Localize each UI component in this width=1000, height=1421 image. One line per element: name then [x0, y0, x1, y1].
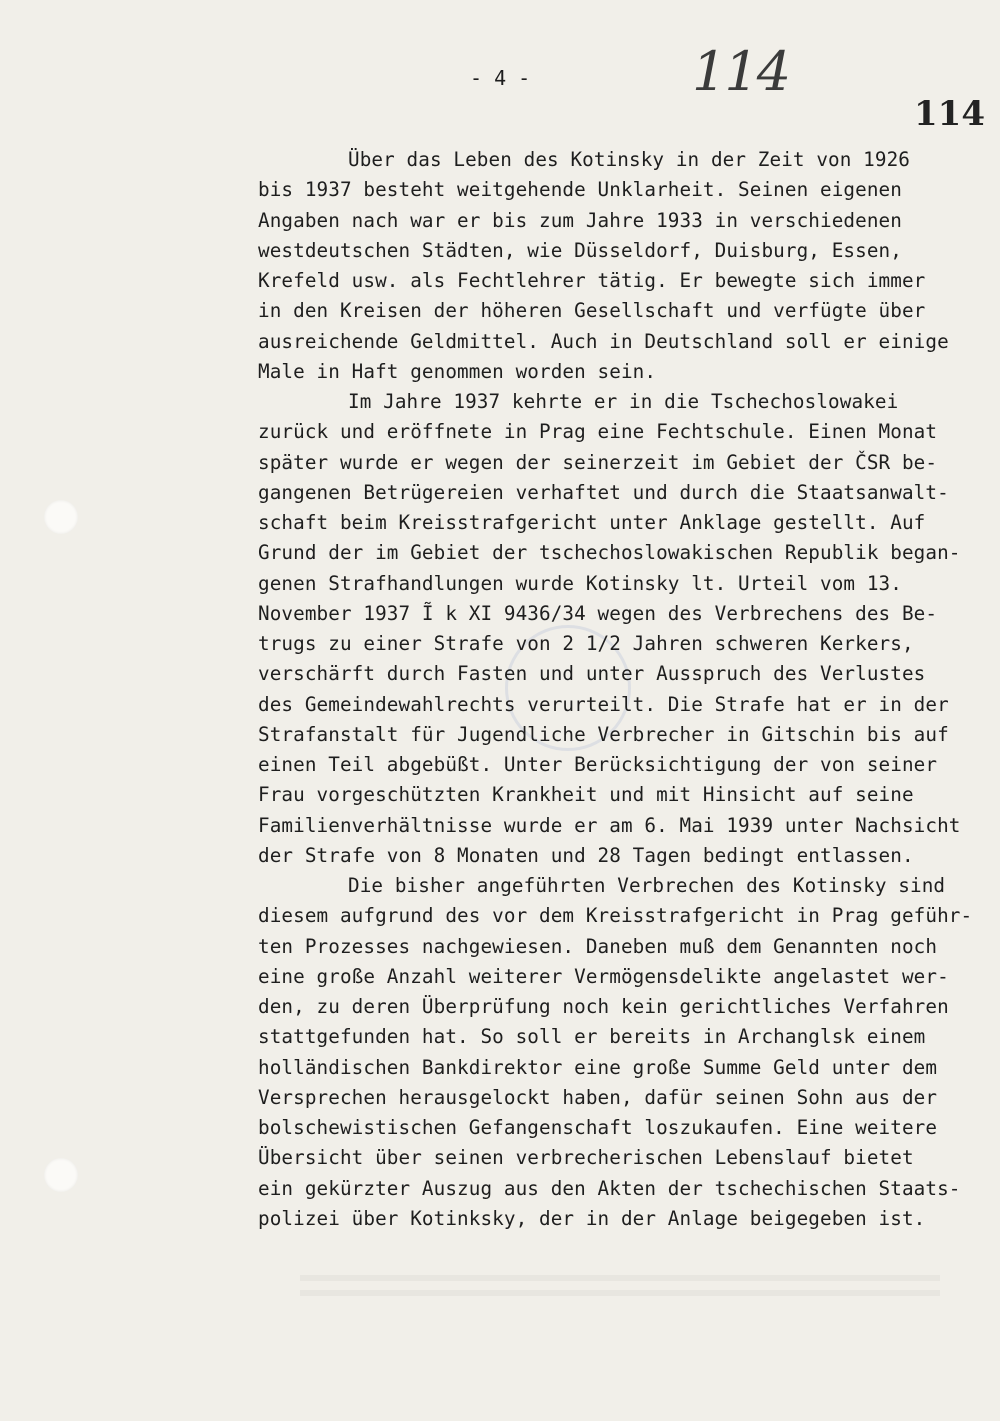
- handwritten-folio-number: 114: [692, 40, 790, 103]
- text-line: westdeutschen Städten, wie Düsseldorf, Duisburg, Essen,: [258, 238, 902, 262]
- body-text: [258, 145, 998, 1234]
- paragraph-2: [258, 387, 998, 871]
- text-line: Grund der im Gebiet der tschechoslowakischen Republik began-: [258, 541, 961, 565]
- text-line: gangenen Betrügereien verhaftet und durch die Staatsanwalt-: [258, 480, 949, 504]
- punch-hole: [44, 500, 78, 534]
- text-line: Frau vorgeschützten Krankheit und mit Hinsicht auf seine: [258, 783, 914, 807]
- text-line: später wurde er wegen der seinerzeit im Gebiet der ČSR be-: [258, 450, 938, 474]
- text-line: trugs zu einer Strafe von 2 1/2 Jahren schweren Kerkers,: [258, 632, 914, 655]
- text-line: Angaben nach war er bis zum Jahre 1933 in verschiedenen: [258, 208, 902, 232]
- text-line: polizei über Kotinksky, der in der Anlage beigegeben ist.: [258, 1206, 926, 1230]
- text-line: Über das Leben des Kotinsky in der Zeit von 1926: [348, 148, 910, 171]
- text-line: Versprechen herausgelockt haben, dafür seinen Sohn aus der: [258, 1085, 938, 1109]
- text-line: stattgefunden hat. So soll er bereits in Archanglsk einem: [258, 1025, 926, 1049]
- paragraph-3: [258, 871, 998, 1234]
- text-line: Male in Haft genommen worden sein.: [258, 359, 657, 383]
- text-line: zurück und eröffnete in Prag eine Fechtschule. Einen Monat: [258, 420, 938, 444]
- text-line: Übersicht über seinen verbrecherischen Lebenslauf bietet: [258, 1146, 914, 1170]
- page-number: - 4 -: [470, 66, 531, 90]
- show-through-text: [300, 1275, 940, 1281]
- text-line: des Gemeindewahlrechts verurteilt. Die Strafe hat er in der: [258, 692, 949, 716]
- stamped-folio-number: 114: [914, 94, 985, 134]
- text-line: genen Strafhandlungen wurde Kotinsky lt. Urteil vom 13.: [258, 571, 902, 595]
- text-line: schaft beim Kreisstrafgericht unter Anklage gestellt. Auf: [258, 511, 926, 534]
- text-line: bolschewistischen Gefangenschaft loszukaufen. Eine weitere: [258, 1116, 938, 1139]
- text-line: der Strafe von 8 Monaten und 28 Tagen bedingt entlassen.: [258, 843, 914, 867]
- text-line: Die bisher angeführten Verbrechen des Kotinsky sind: [348, 874, 946, 897]
- text-line: ten Prozesses nachgewiesen. Daneben muß dem Genannten noch: [258, 934, 938, 958]
- punch-hole: [44, 1158, 78, 1192]
- text-line: eine große Anzahl weiterer Vermögensdelikte angelastet wer-: [258, 964, 949, 988]
- text-line: Krefeld usw. als Fechtlehrer tätig. Er bewegte sich immer: [258, 269, 926, 292]
- paragraph-1: [258, 145, 998, 387]
- text-line: ausreichende Geldmittel. Auch in Deutschland soll er einige: [258, 329, 949, 353]
- text-line: einen Teil abgebüßt. Unter Berücksichtigung der von seiner: [258, 753, 938, 776]
- show-through-text: [300, 1290, 940, 1296]
- text-line: den, zu deren Überprüfung noch kein gerichtliches Verfahren: [258, 995, 949, 1018]
- text-line: holländischen Bankdirektor eine große Summe Geld unter dem: [258, 1055, 938, 1079]
- text-line: ein gekürzter Auszug aus den Akten der tschechischen Staats-: [258, 1176, 961, 1200]
- text-line: diesem aufgrund des vor dem Kreisstrafgericht in Prag geführ-: [258, 904, 973, 928]
- text-line: in den Kreisen der höheren Gesellschaft und verfügte über: [258, 299, 926, 323]
- text-line: November 1937 Ĩ k XI 9436/34 wegen des Verbrechens des Be-: [258, 601, 938, 625]
- text-line: bis 1937 besteht weitgehende Unklarheit. Seinen eigenen: [258, 178, 902, 202]
- text-line: Strafanstalt für Jugendliche Verbrecher in Gitschin bis auf: [258, 722, 949, 746]
- text-line: Im Jahre 1937 kehrte er in die Tschechoslowakei: [348, 390, 899, 413]
- text-line: verschärft durch Fasten und unter Ausspruch des Verlustes: [258, 662, 926, 686]
- text-line: Familienverhältnisse wurde er am 6. Mai 1939 unter Nachsicht: [258, 813, 961, 837]
